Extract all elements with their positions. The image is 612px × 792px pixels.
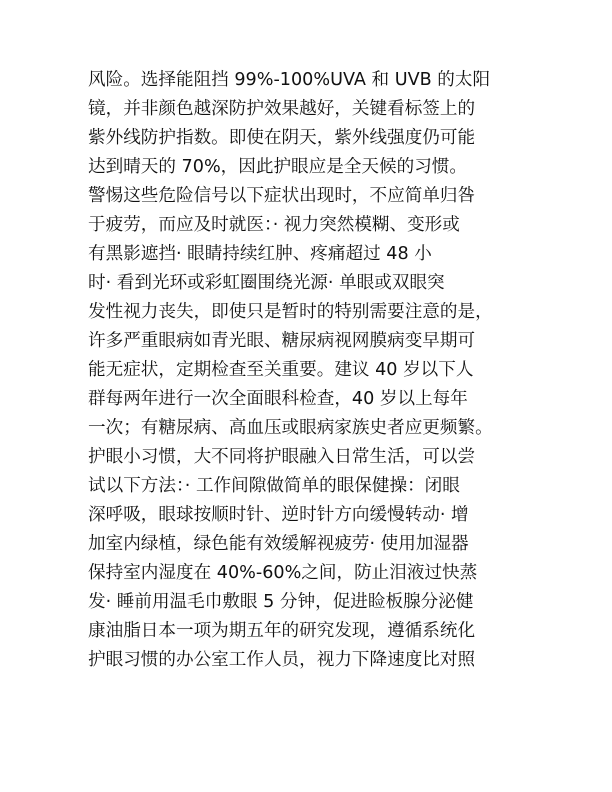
text-line: 于疲劳，而应及时就医：· 视力突然模糊、变形或 — [88, 215, 460, 235]
text-line: 一次；有糖尿病、高血压或眼病家族史者应更频繁。 — [88, 418, 493, 438]
text-line: 加室内绿植，绿色能有效缓解视疲劳· 使用加湿器 — [88, 534, 469, 554]
text-line: 保持室内湿度在 40%-60%之间，防止泪液过快蒸 — [88, 563, 478, 583]
text-line: 风险。选择能阻挡 99%-100%UVA 和 UVB 的太阳 — [88, 70, 491, 90]
text-line: 紫外线防护指数。即使在阴天，紫外线强度仍可能 — [88, 128, 476, 148]
text-line: 发性视力丧失，即使只是暂时的特别需要注意的是， — [88, 302, 493, 322]
text-line: 护眼小习惯，大不同将护眼融入日常生活，可以尝 — [88, 447, 476, 467]
text-line: 能无症状，定期检查至关重要。建议 40 岁以下人 — [88, 360, 474, 380]
text-line: 群每两年进行一次全面眼科检查，40 岁以上每年 — [88, 389, 468, 409]
text-line: 深呼吸，眼球按顺时针、逆时针方向缓慢转动· 增 — [88, 505, 469, 525]
text-line: 有黑影遮挡· 眼睛持续红肿、疼痛超过 48 小 — [88, 244, 432, 264]
text-line: 镜，并非颜色越深防护效果越好，关键看标签上的 — [88, 99, 476, 119]
text-line: 许多严重眼病如青光眼、糖尿病视网膜病变早期可 — [88, 331, 476, 351]
text-line: 护眼习惯的办公室工作人员，视力下降速度比对照 — [88, 650, 476, 670]
text-line: 试以下方法：· 工作间隙做简单的眼保健操：闭眼 — [88, 476, 460, 496]
text-line: 时· 看到光环或彩虹圈围绕光源· 单眼或双眼突 — [88, 273, 445, 293]
body-text — [88, 66, 528, 675]
text-line: 警惕这些危险信号以下症状出现时，不应简单归咎 — [88, 186, 476, 206]
text-line: 发· 睡前用温毛巾敷眼 5 分钟，促进睑板腺分泌健 — [88, 592, 474, 612]
text-line: 达到晴天的 70%，因此护眼应是全天候的习惯。 — [88, 157, 467, 177]
text-line: 康油脂日本一项为期五年的研究发现，遵循系统化 — [88, 621, 476, 641]
